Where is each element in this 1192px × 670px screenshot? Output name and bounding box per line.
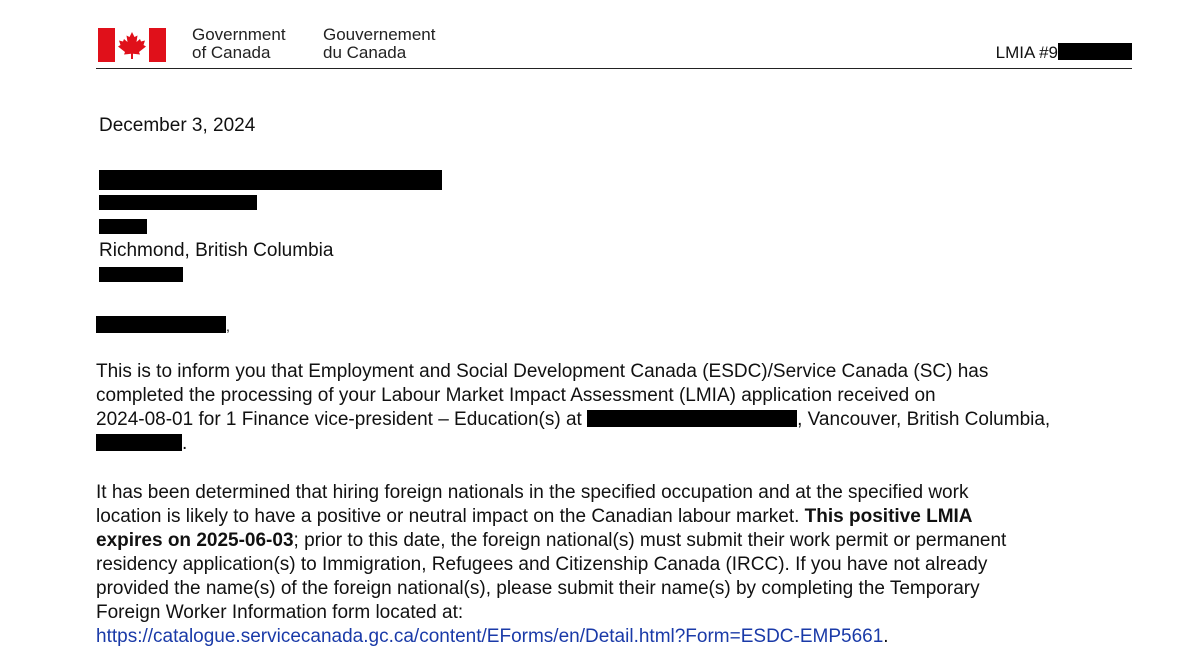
p2-line4: residency application(s) to Immigration, Refugees and Citizenship Canada (IRCC). If you have not already <box>96 554 988 575</box>
redaction-postal-code-2 <box>96 434 182 451</box>
gov-en-line2: of Canada <box>192 43 271 62</box>
gov-fr-line2: du Canada <box>323 43 407 62</box>
redaction-salutation <box>96 316 226 333</box>
p1-line3-text: 2024-08-01 for 1 Finance vice-president – Education(s) at <box>96 409 582 430</box>
p2-expiry-bold: expires on 2025-06-03 <box>96 530 294 551</box>
redaction-postal-code <box>99 267 183 282</box>
gov-en-line1: Government <box>192 25 286 44</box>
p2-line3 <box>96 529 1146 553</box>
p2-line7 <box>96 625 1146 649</box>
gov-fr-line1: Gouvernement <box>323 25 436 44</box>
tfw-form-link[interactable]: https://catalogue.servicecanada.gc.ca/content/EForms/en/Detail.html?Form=ESDC-EMP5661 <box>96 626 884 647</box>
salutation-comma: , <box>226 318 230 334</box>
lmia-number <box>996 43 1132 63</box>
lmia-label: LMIA #9 <box>995 43 1058 62</box>
letter-date: December 3, 2024 <box>99 115 256 136</box>
p1-line3 <box>96 408 1146 432</box>
paragraph-processing <box>96 360 1146 456</box>
p1-line4-period: . <box>182 433 188 454</box>
redaction-address-line3 <box>99 219 147 234</box>
redaction-lmia-number <box>1058 43 1132 60</box>
redaction-employer-name <box>587 410 797 427</box>
p2-line6: Foreign Worker Information form located at: <box>96 602 464 623</box>
p2-line3-text: ; prior to this date, the foreign national(s) must submit their work permit or permanent <box>293 530 1007 551</box>
canada-flag-icon <box>98 28 166 62</box>
p2-line5: provided the name(s) of the foreign national(s), please submit their name(s) by completing the Temporary <box>96 578 980 599</box>
p1-line4 <box>96 432 1146 456</box>
p1-line1: This is to inform you that Employment and Social Development Canada (ESDC)/Service Canada (SC) has <box>96 361 989 382</box>
p2-line7-period: . <box>883 626 889 647</box>
government-of-canada-wordmark <box>192 26 286 62</box>
address-city: Richmond, British Columbia <box>99 240 334 261</box>
p2-line1: It has been determined that hiring foreign nationals in the specified occupation and at the specified work <box>96 482 969 503</box>
gouvernement-du-canada-wordmark <box>323 26 435 62</box>
p2-line2-bold: This positive LMIA <box>804 506 973 527</box>
redaction-address-line2 <box>99 195 257 210</box>
redaction-address-line1 <box>99 170 442 190</box>
letterhead <box>96 26 1132 69</box>
p2-line2 <box>96 505 1146 529</box>
p1-line3-location: , Vancouver, British Columbia, <box>797 409 1051 430</box>
p2-line2-text: location is likely to have a positive or neutral impact on the Canadian labour market. <box>96 506 800 527</box>
paragraph-determination <box>96 481 1146 649</box>
p1-line2: completed the processing of your Labour Market Impact Assessment (LMIA) application received on <box>96 385 936 406</box>
